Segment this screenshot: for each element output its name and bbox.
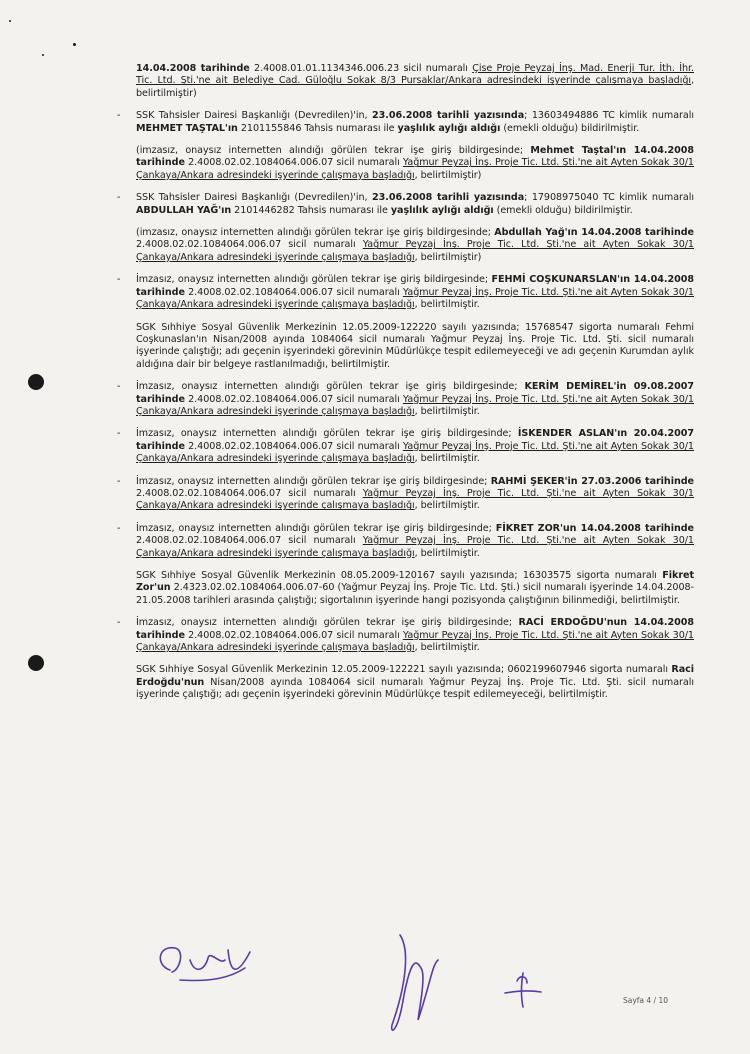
paragraph xyxy=(117,381,694,418)
body-text: 2.4008.02.02.1084064.006.07 sicil numaralı xyxy=(184,629,403,641)
body-text: (imzasız, onaysız internetten alındığı görülen tekrar işe giriş bildirgesinde; xyxy=(136,227,495,239)
body-text: İmzasız, onaysız internetten alındığı görülen tekrar işe giriş bildirgesinde; xyxy=(136,274,492,286)
underlined-text: Yağmur Peyzaj İnş. Proje Tic. Ltd. Şti.'ne ait Ayten Sokak 30/1 Çankaya/Ankara adresindeki işyerinde çalışmaya başladığı xyxy=(136,286,694,311)
bold-text: 14.04.2008 tarihinde xyxy=(136,63,250,74)
paragraph xyxy=(117,110,694,135)
body-text: 2.4323.02.02.1084064.006.07-60 (Yağmur Peyzaj İnş. Proje Tic. Ltd. Şti.) sicil numaralı işyerinde 14.04.2008-21.05.2008 tarihleri arasında çalıştığı; sigortalının işyerinde hangi pozisyonda çalıştığının bilinmediği, belirtilmiştir. xyxy=(136,582,694,606)
speck-dot xyxy=(42,54,44,56)
punch-hole-dot xyxy=(28,655,44,671)
body-text: ; 13603494886 TC kimlik numaralı xyxy=(524,110,694,122)
body-text: Nisan/2008 ayında 1084064 sicil numaralı Yağmur Peyzaj İnş. Proje Tic. Ltd. Şti. sicil numaralı işyerinde çalıştığı; adı geçenin işyerindeki görevinin Müdürlükçe tespit edilemeyeceği, belirtilmiştir. xyxy=(136,676,694,701)
body-text: , belirtilmiştir. xyxy=(414,642,480,654)
body-text: , belirtilmiştir) xyxy=(414,169,482,181)
body-text: (emekli olduğu) bildirilmiştir. xyxy=(493,204,633,216)
paragraph xyxy=(117,617,694,654)
bold-text: RAHMİ ŞEKER'in 27.03.2006 tarihinde xyxy=(490,475,694,487)
signature-1 xyxy=(150,930,260,990)
list-dash: - xyxy=(117,274,121,286)
list-dash: - xyxy=(117,110,121,122)
speck-dot xyxy=(9,20,11,22)
underlined-text: Yağmur Peyzaj İnş. Proje Tic. Ltd. Şti.'ne ait Ayten Sokak 30/1 Çankaya/Ankara adresindeki işyerinde çalışmaya başladığı xyxy=(136,239,694,263)
signature-3 xyxy=(497,965,547,1015)
bold-text: İSKENDER ASLAN'ın 20.04.2007 tarihinde xyxy=(136,428,694,452)
underlined-text: Yağmur Peyzaj İnş. Proje Tic. Ltd. Şti.'ne ait Ayten Sokak 30/1 Çankaya/Ankara adresindeki işyerinde çalışmaya başladığı xyxy=(136,487,694,512)
body-text: 2.4008.02.02.1084064.006.07 sicil numaralı xyxy=(136,535,363,547)
paragraph xyxy=(136,145,694,182)
paragraph xyxy=(136,63,694,100)
body-text: SGK Sıhhiye Sosyal Güvenlik Merkezinin 12.05.2009-122221 sayılı yazısında; 0602199607946 sigorta numaralı xyxy=(136,664,672,676)
body-text: , belirtilmiştir. xyxy=(414,500,480,512)
bold-text: 23.06.2008 tarihli yazısında xyxy=(372,110,525,122)
bold-text: yaşlılık aylığı aldığı xyxy=(390,204,494,216)
underlined-text: Yağmur Peyzaj İnş. Proje Tic. Ltd. Şti.'ne ait Ayten Sokak 30/1 Çankaya/Ankara adresindeki işyerinde çalışmaya başladığı xyxy=(136,157,694,181)
body-text: , belirtilmiştir. xyxy=(414,405,480,417)
body-text: SSK Tahsisler Dairesi Başkanlığı (Devredilen)'in, xyxy=(136,110,372,122)
body-text: , belirtilmiştir. xyxy=(414,547,480,559)
underlined-text: Yağmur Peyzaj İnş. Proje Tic. Ltd. Şti.'ne ait Ayten Sokak 30/1 Çankaya/Ankara adresindeki işyerinde çalışmaya başladığı xyxy=(136,629,694,654)
paragraph xyxy=(136,664,694,701)
body-text: İmzasız, onaysız internetten alındığı görülen tekrar işe giriş bildirgesinde; xyxy=(136,617,519,629)
body-text: 2.4008.02.02.1084064.006.07 sicil numaralı xyxy=(184,393,403,405)
bold-text: yaşlılık aylığı aldığı xyxy=(397,122,501,134)
body-text: , belirtilmiştir) xyxy=(414,251,482,263)
list-dash: - xyxy=(117,522,121,534)
paragraph xyxy=(136,322,694,372)
body-text: ; 17908975040 TC kimlik numaralı xyxy=(524,192,694,204)
bold-text: RACİ ERDOĞDU'nun 14.04.2008 tarihinde xyxy=(136,617,694,641)
bold-text: Fikret Zor'un xyxy=(136,570,694,594)
body-text: İmzasız, onaysız internetten alındığı görülen tekrar işe giriş bildirgesinde; xyxy=(136,475,491,487)
body-text: , belirtilmiştir) xyxy=(136,75,694,99)
paragraph xyxy=(117,522,694,560)
list-dash: - xyxy=(117,192,121,204)
paragraph xyxy=(117,475,694,513)
body-text: SSK Tahsisler Dairesi Başkanlığı (Devredilen)'in, xyxy=(136,192,372,204)
page-number: Sayfa 4 / 10 xyxy=(622,996,668,1005)
bold-text: FİKRET ZOR'un 14.04.2008 tarihinde xyxy=(495,522,694,534)
list-dash: - xyxy=(117,475,121,487)
body-text: SGK Sıhhiye Sosyal Güvenlik Merkezinin 08.05.2009-120167 sayılı yazısında; 16303575 sigorta numaralı xyxy=(136,570,663,581)
bold-text: MEHMET TAŞTAL'ın xyxy=(136,122,238,134)
body-text: 2.4008.02.02.1084064.006.07 sicil numaralı xyxy=(184,157,403,169)
bold-text: FEHMİ COŞKUNARSLAN'ın 14.04.2008 tarihinde xyxy=(136,274,694,298)
body-text: 2.4008.02.02.1084064.006.07 sicil numaralı xyxy=(136,239,363,251)
body-text: (emekli olduğu) bildirilmiştir. xyxy=(500,122,640,134)
paragraph xyxy=(117,428,694,465)
list-dash: - xyxy=(117,381,121,393)
bold-text: ABDULLAH YAĞ'ın xyxy=(136,204,232,216)
body-text: 2.4008.02.02.1084064.006.07 sicil numaralı xyxy=(184,286,403,298)
body-text: İmzasız, onaysız internetten alındığı görülen tekrar işe giriş bildirgesinde; xyxy=(136,381,525,393)
bold-text: Mehmet Taştal'ın 14.04.2008 tarihinde xyxy=(136,145,695,169)
paragraph xyxy=(136,570,694,607)
body-text: 2.4008.02.02.1084064.006.07 sicil numaralı xyxy=(136,487,363,499)
paragraph xyxy=(117,192,694,217)
underlined-text: Çise Proje Peyzaj İnş. Mad. Enerji Tur. İth. İhr. Tic. Ltd. Şti.'ne ait Belediye Cad. Güloğlu Sokak 8/3 Pursaklar/Ankara adresindeki işyerinde çalışmaya başladığı xyxy=(136,63,695,87)
document-body xyxy=(118,63,694,712)
list-dash: - xyxy=(117,428,121,440)
paragraph xyxy=(136,227,694,264)
bold-text: Abdullah Yağ'ın 14.04.2008 tarihinde xyxy=(494,227,694,239)
bold-text: 23.06.2008 tarihli yazısında xyxy=(372,192,525,204)
list-dash: - xyxy=(117,617,121,629)
body-text: , belirtilmiştir. xyxy=(414,299,480,311)
bold-text: KERİM DEMİREL'in 09.08.2007 tarihinde xyxy=(136,381,694,405)
body-text: 2101155846 Tahsis numarası ile xyxy=(237,122,398,134)
body-text: SGK Sıhhiye Sosyal Güvenlik Merkezinin 12.05.2009-122220 sayılı yazısında; 15768547 sigorta numaralı Fehmi Coşkunaslan'ın Nisan/2008 ayında 1084064 sicil numaralı Yağmur Peyzaj İnş. Proje Tic. Ltd. Şti. sicil numaralı işyerinde çalıştığı; adı geçenin işyerindeki görevinin Müdürlükçe tespit edilemeyeceği ve adı geçenin Kurumdan aylık aldığına dair bir belgeye rastlanılmadığı, belirtilmiştir. xyxy=(136,321,694,370)
signature-2 xyxy=(370,925,450,1045)
body-text: (imzasız, onaysız internetten alındığı görülen tekrar işe giriş bildirgesinde; xyxy=(136,145,531,157)
body-text: , belirtilmiştir. xyxy=(414,453,480,465)
body-text: İmzasız, onaysız internetten alındığı görülen tekrar işe giriş bildirgesinde; xyxy=(136,522,496,534)
body-text: 2.4008.02.02.1084064.006.07 sicil numaralı xyxy=(184,440,403,452)
underlined-text: Yağmur Peyzaj İnş. Proje Tic. Ltd. Şti.'ne ait Ayten Sokak 30/1 Çankaya/Ankara adresindeki işyerinde çalışmaya başladığı xyxy=(136,535,694,559)
bold-text: Raci Erdoğdu'nun xyxy=(136,664,694,688)
underlined-text: Yağmur Peyzaj İnş. Proje Tic. Ltd. Şti.'ne ait Ayten Sokak 30/1 Çankaya/Ankara adresindeki işyerinde çalışmaya başladığı xyxy=(136,440,694,465)
underlined-text: Yağmur Peyzaj İnş. Proje Tic. Ltd. Şti.'ne ait Ayten Sokak 30/1 Çankaya/Ankara adresindeki işyerinde çalışmaya başladığı xyxy=(136,393,694,417)
punch-hole-dot xyxy=(28,374,44,390)
body-text: 2101446282 Tahsis numarası ile xyxy=(231,204,391,216)
speck-dot xyxy=(73,43,76,46)
body-text: 2.4008.01.01.1134346.006.23 sicil numaralı xyxy=(249,63,473,74)
paragraph xyxy=(117,274,694,311)
body-text: İmzasız, onaysız internetten alındığı görülen tekrar işe giriş bildirgesinde; xyxy=(136,428,518,440)
